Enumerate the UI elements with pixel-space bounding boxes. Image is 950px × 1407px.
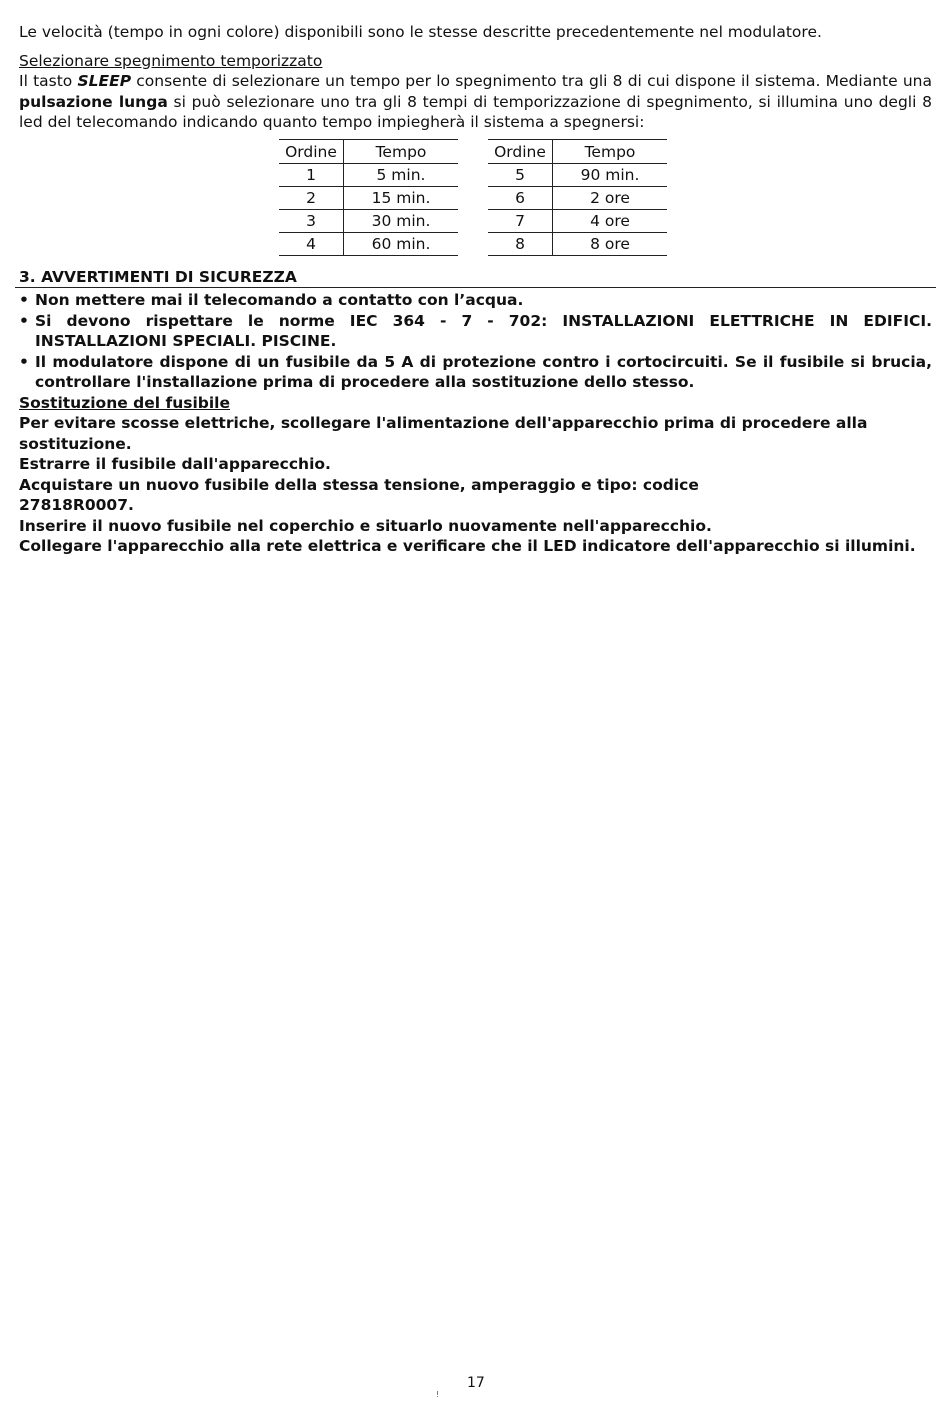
order-cell: 2 [279,186,344,209]
table-header-row [488,139,667,163]
table-row [279,186,458,209]
sleep-text-3: si può selezionare uno tra gli 8 tempi di temporizzazione di spegnimento, si illumina uno degli 8 led del telecomando indicando quanto tempo impiegherà il sistema a spegnersi: [19,92,932,131]
sleep-paragraph [19,71,932,133]
sleep-key: SLEEP [77,72,132,90]
bullet-icon: • [19,352,29,371]
safety-bullet [19,352,932,393]
fuse-step: Estrarre il fusibile dall'apparecchio. [19,455,331,473]
table-row [279,163,458,186]
order-cell: 6 [488,186,553,209]
sleep-text-1: Il tasto [19,72,78,90]
table-header-row [279,139,458,163]
order-cell: 4 [279,232,344,255]
header-time: Tempo [553,139,668,163]
bullet-text: Il modulatore dispone di un fusibile da 5 A di protezione contro i cortocircuiti. Se il fusibile si brucia, controllare l'installazione prima di procedere alla sostituzione dello stesso. [35,352,932,391]
safety-title: 3. AVVERTIMENTI DI SICUREZZA [19,267,297,286]
time-cell: 4 ore [553,209,668,232]
time-cell: 15 min. [344,186,459,209]
header-order: Ordine [279,139,344,163]
table-row [488,186,667,209]
time-cell: 60 min. [344,232,459,255]
safety-bullet [19,311,932,352]
time-cell: 8 ore [553,232,668,255]
footer-mark: ! [436,1390,440,1399]
order-cell: 5 [488,163,553,186]
fuse-heading: Sostituzione del fusibile [19,393,230,412]
sleep-heading: Selezionare spegnimento temporizzato [19,51,323,70]
order-cell: 7 [488,209,553,232]
fuse-code: 27818R0007. [19,496,134,514]
fuse-step: Inserire il nuovo fusibile nel coperchio e situarlo nuovamente nell'apparecchio. [19,516,712,535]
fuse-step: Acquistare un nuovo fusibile della stessa tensione, amperaggio e tipo: codice [19,475,699,494]
header-order: Ordine [488,139,553,163]
safety-bullet [19,290,932,311]
bullet-icon: • [19,291,29,309]
bullet-icon: • [19,311,29,330]
order-cell: 1 [279,163,344,186]
section-divider [15,287,936,288]
sleep-text-2: consente di selezionare un tempo per lo spegnimento tra gli 8 di cui dispone il sistema. Mediante una [131,72,932,90]
table-row [279,232,458,255]
time-cell: 90 min. [553,163,668,186]
sleep-timer-tables [19,139,932,265]
order-cell: 3 [279,209,344,232]
table-row [488,209,667,232]
sleep-table-right [488,139,667,256]
fuse-step: Collegare l'apparecchio alla rete elettrica e verificare che il LED indicatore dell'apparecchio si illumini. [19,537,916,555]
table-row [488,232,667,255]
header-time: Tempo [344,139,459,163]
sleep-table-left [279,139,458,256]
document-page [19,22,932,557]
sleep-bold: pulsazione lunga [19,92,168,111]
time-cell: 30 min. [344,209,459,232]
bullet-text: Si devono rispettare le norme IEC 364 - 7 - 702: INSTALLAZIONI ELETTRICHE IN EDIFICI. INSTALLAZIONI SPECIALI. PISCINE. [35,311,932,350]
intro-paragraph: Le velocità (tempo in ogni colore) disponibili sono le stesse descritte precedentemente nel modulatore. [19,23,822,41]
time-cell: 5 min. [344,163,459,186]
fuse-step: Per evitare scosse elettriche, scollegare l'alimentazione dell'apparecchio prima di procedere alla sostituzione. [19,414,868,453]
table-row [488,163,667,186]
table-row [279,209,458,232]
page-number: 17 [467,1375,485,1391]
time-cell: 2 ore [553,186,668,209]
bullet-text: Non mettere mai il telecomando a contatto con l’acqua. [35,291,524,309]
order-cell: 8 [488,232,553,255]
